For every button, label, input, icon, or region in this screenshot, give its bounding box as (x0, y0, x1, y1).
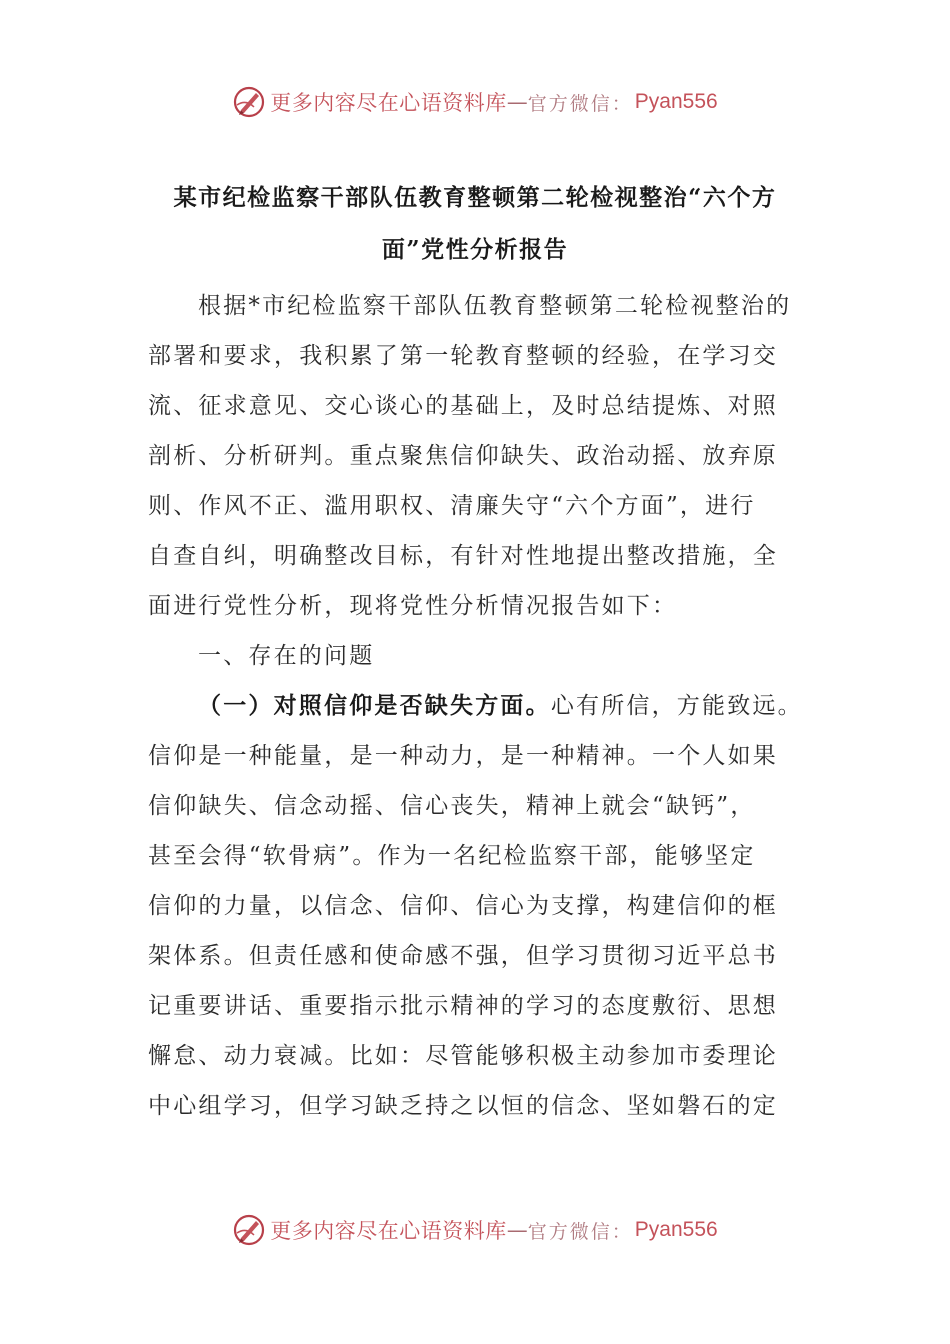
subsection-line (148, 681, 803, 731)
document-body (148, 281, 803, 1131)
footer-banner (0, 1210, 950, 1250)
title-line-1: 某市纪检监察干部队伍教育整顿第二轮检视整治“六个方 (173, 184, 777, 211)
banner-label: 官方微信： (527, 92, 633, 115)
paragraph-line: 甚至会得“软骨病”。作为一名纪检监察干部，能够坚定 (148, 843, 756, 869)
paragraph-line: 根据*市纪检监察干部队伍教育整顿第二轮检视整治的 (198, 293, 792, 319)
section-heading: 一、存在的问题 (198, 643, 375, 669)
paragraph-line: 架体系。但责任感和使命感不强，但学习贯彻习近平总书 (148, 943, 778, 969)
paragraph-line: 部署和要求，我积累了第一轮教育整顿的经验，在学习交 (148, 343, 778, 369)
subsection-lead: 心有所信，方能致远。 (550, 693, 803, 719)
banner-label: 官方微信： (527, 1220, 633, 1243)
paragraph-line: 信仰的力量，以信念、信仰、信心为支撑，构建信仰的框 (148, 893, 778, 919)
paragraph-line: 懈怠、动力衰减。比如：尽管能够积极主动参加市委理论 (148, 1043, 778, 1069)
banner-wechat-id: Pyan556 (634, 1218, 718, 1241)
paragraph-line: 信仰是一种能量，是一种动力，是一种精神。一个人如果 (148, 743, 778, 769)
banner-dash: — (506, 90, 528, 114)
document-title (148, 172, 802, 276)
header-banner (0, 82, 950, 122)
pen-logo-icon (232, 85, 266, 119)
banner-dash: — (506, 1218, 528, 1242)
banner-main-text: 更多内容尽在心语资料库 (270, 91, 507, 115)
paragraph-line: 流、征求意见、交心谈心的基础上，及时总结提炼、对照 (148, 393, 778, 419)
paragraph-line: 记重要讲话、重要指示批示精神的学习的态度敷衍、思想 (148, 993, 778, 1019)
paragraph-line: 信仰缺失、信念动摇、信心丧失，精神上就会“缺钙”， (148, 793, 756, 819)
paragraph-line: 中心组学习，但学习缺乏持之以恒的信念、坚如磐石的定 (148, 1093, 778, 1119)
paragraph-line: 则、作风不正、滥用职权、清廉失守“六个方面”，进行 (148, 493, 756, 519)
paragraph-line: 剖析、分析研判。重点聚焦信仰缺失、政治动摇、放弃原 (148, 443, 778, 469)
banner-main-text: 更多内容尽在心语资料库 (270, 1219, 507, 1243)
paragraph-line: 自查自纠，明确整改目标，有针对性地提出整改措施，全 (148, 543, 778, 569)
paragraph-line: 面进行党性分析，现将党性分析情况报告如下： (148, 593, 678, 619)
title-line-2: 面”党性分析报告 (381, 236, 569, 263)
pen-logo-icon (232, 1213, 266, 1247)
banner-wechat-id: Pyan556 (634, 90, 718, 113)
subsection-heading: （一）对照信仰是否缺失方面。 (198, 692, 551, 719)
